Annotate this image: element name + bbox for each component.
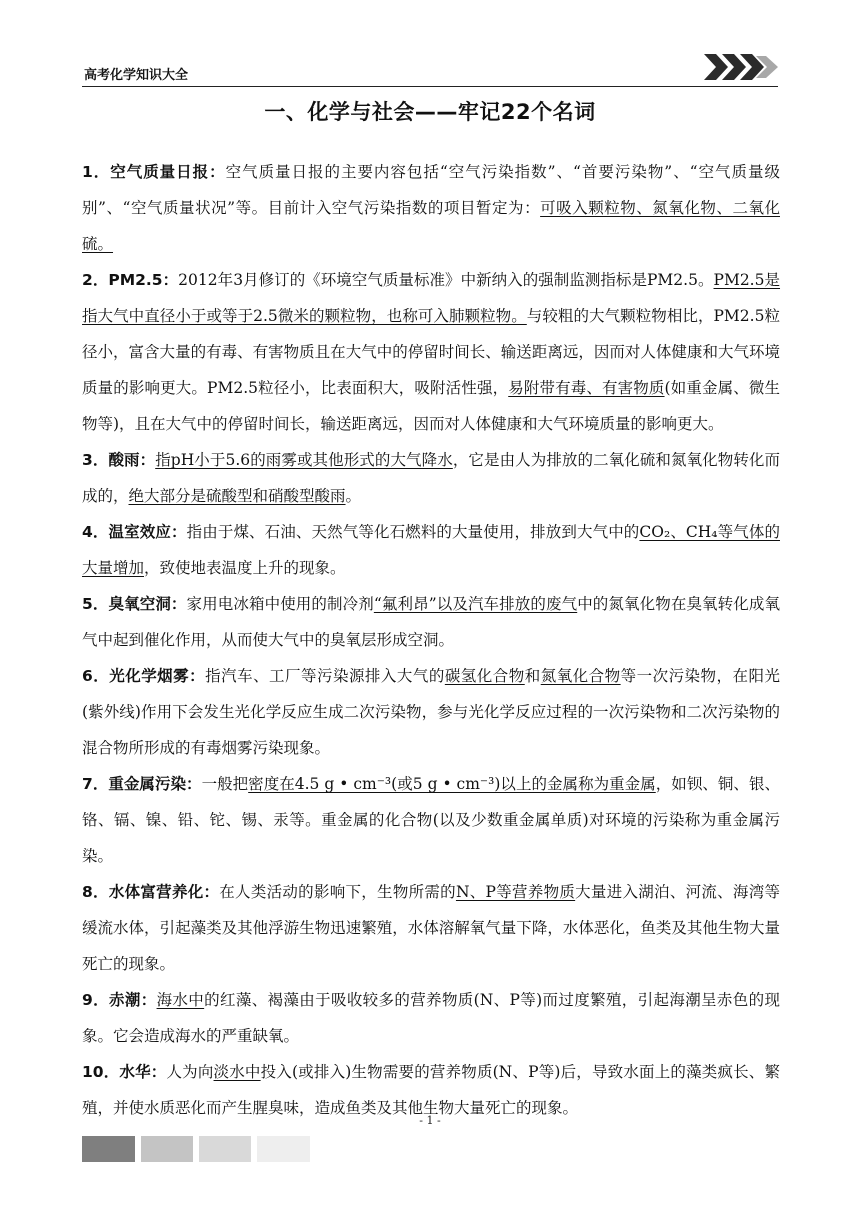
term-label: 10．水华： [82, 1063, 167, 1081]
term-list [82, 154, 780, 1126]
term-label: 9．赤潮： [82, 991, 157, 1009]
body-text: 人为向 [166, 1063, 214, 1081]
body-text: ，如钡、铜、银、铬、镉、镍、铅、铊、锡、汞等。重金属的化合物(以及少数重金属单质)对环境的污染称为重金属污染。 [82, 775, 780, 865]
underlined-text: 密度在4.5 g • cm⁻³(或5 g • cm⁻³)以上的金属称为重金属 [248, 775, 656, 793]
footer-bar-4 [257, 1136, 310, 1162]
underlined-text: 指pH小于5.6的雨雾或其他形式的大气降水 [155, 451, 453, 469]
underlined-text: 碳氢化合物 [444, 667, 525, 685]
term-label: 7．重金属污染： [82, 775, 202, 793]
body-text: ，致使地表温度上升的现象。 [144, 559, 346, 577]
term-label: 8．水体富营养化： [82, 883, 220, 901]
body-text: 指汽车、工厂等污染源排入大气的 [205, 667, 445, 685]
term-label: 5．臭氧空洞： [82, 595, 187, 613]
term-item [82, 262, 780, 442]
term-item [82, 442, 780, 514]
body-text: 投入(或排入)生物需要的营养物质(N、P等)后，导致水面上的藻类疯长、繁殖，并使水质恶化而产生腥臭味，造成鱼类及其他生物大量死亡的现象。 [82, 1063, 780, 1117]
term-label: 3．酸雨： [82, 451, 156, 469]
page-number: - 1 - [419, 1114, 441, 1127]
term-item [82, 514, 780, 586]
underlined-text: 可吸入颗粒物、氮氧化物、二氧化硫。 [82, 199, 780, 253]
body-text: 与较粗的大气颗粒物相比，PM2.5粒径小，富含大量的有毒、有害物质且在大气中的停留时间长、输送距离远，因而对人体健康和大气环境质量的影响更大。PM2.5粒径小，比表面积大，吸附活性强， [82, 307, 781, 397]
term-item [82, 586, 780, 658]
term-item [82, 154, 780, 262]
body-text: 中的氮氧化物在臭氧转化成氧气中起到催化作用，从而使大气中的臭氧层形成空洞。 [82, 595, 780, 649]
page-title: 一、化学与社会——牢记22个名词 [264, 100, 596, 124]
body-text: 指由于煤、石油、天然气等化石燃料的大量使用，排放到大气中的 [186, 523, 640, 541]
underlined-text: PM2.5是指大气中直径小于或等于2.5微米的颗粒物，也称可入肺颗粒物。 [82, 271, 781, 325]
term-label: 4．温室效应： [82, 523, 187, 541]
underlined-text: 易附带有毒、有害物质 [508, 379, 665, 397]
body-text: 家用电冰箱中使用的制冷剂 [186, 595, 374, 613]
term-item [82, 982, 780, 1054]
underlined-text: CO₂、CH₄等气体的大量增加 [82, 523, 780, 577]
body-text: 大量进入湖泊、河流、海湾等缓流水体，引起藻类及其他浮游生物迅速繁殖，水体溶解氧气量下降，水体恶化，鱼类及其他生物大量死亡的现象。 [82, 883, 780, 973]
body-text: 和 [524, 667, 541, 685]
term-label: 1．空气质量日报： [82, 163, 226, 181]
underlined-text: 淡水中 [213, 1063, 261, 1081]
body-text: ，它是由人为排放的二氧化硫和氮氧化物转化而成的， [82, 451, 780, 505]
term-label: 2．PM2.5： [82, 271, 179, 289]
underlined-text: “氟利昂”以及汽车排放的废气 [373, 595, 578, 613]
underlined-text: 氮氧化合物 [540, 667, 621, 685]
body-text: 一般把 [201, 775, 249, 793]
body-text: (如重金属、微生物等)，且在大气中的停留时间长，输送距离远，因而对人体健康和大气环境质量的影响更大。 [82, 379, 780, 433]
footer-bar-1 [82, 1136, 135, 1162]
header-title: 高考化学知识大全 [84, 68, 189, 83]
term-label: 6．光化学烟雾： [82, 667, 206, 685]
chevron-right-icon [704, 52, 780, 82]
footer-bar-3 [199, 1136, 251, 1162]
footer-bar-2 [141, 1136, 193, 1162]
underlined-text: 绝大部分是硫酸型和硝酸型酸雨 [128, 487, 346, 505]
term-item [82, 658, 780, 766]
chevron-1 [704, 54, 728, 80]
body-text: 在人类活动的影响下，生物所需的 [219, 883, 456, 901]
underlined-text: 海水中 [156, 991, 205, 1009]
body-text: 。 [345, 487, 362, 505]
term-item [82, 874, 780, 982]
underlined-text: N、P等营养物质 [455, 883, 576, 901]
header-rule [82, 86, 778, 87]
body-text: 的红藻、褐藻由于吸收较多的营养物质(N、P等)而过度繁殖，引起海潮呈赤色的现象。它会造成海水的严重缺氧。 [82, 991, 780, 1045]
body-text: 2012年3月修订的《环境空气质量标准》中新纳入的强制监测指标是PM2.5。 [178, 271, 714, 289]
body-text: 等一次污染物，在阳光(紫外线)作用下会发生光化学反应生成二次污染物，参与光化学反应过程的一次污染物和二次污染物的混合物所形成的有毒烟雾污染现象。 [82, 667, 780, 757]
term-item [82, 766, 780, 874]
body-text: 空气质量日报的主要内容包括“空气污染指数”、“首要污染物”、“空气质量级别”、“空气质量状况”等。目前计入空气污染指数的项目暂定为： [82, 163, 780, 217]
